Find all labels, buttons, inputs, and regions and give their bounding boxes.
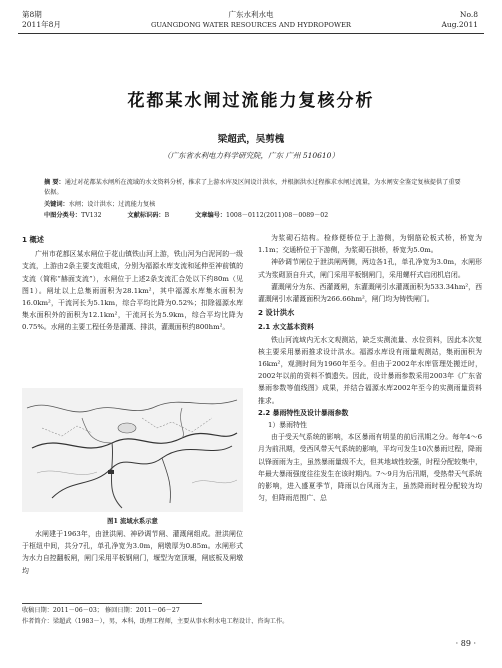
paragraph-hydrology-data: 铁山河流域内无水文观测站，缺乏实测流量、水位资料，因此本次复核主要采用暴雨推求设计洪水。福源水库设有雨量观测站，集雨面积为16km²，观测时间为1960年至今。但由于2002年水库管理处搬迁时，2002年以前的资料不慎遗失。因此，设计暴雨参数采用2003年《广东省暴雨参数等值线图》成果，并结合福源水库2002年至今的实测雨量资料推求。: [258, 335, 482, 405]
abstract-block: [44, 178, 464, 198]
journal-title-en: GUANGDONG WATER RESOURCES AND HYDROPOWER: [150, 21, 352, 29]
article-value: 1008－0112(2011)08－0089－02: [226, 212, 329, 219]
header-right: [441, 10, 478, 30]
section-2-2-heading: 2.2 暴雨特性及设计暴雨参数: [258, 408, 349, 417]
left-column-top: [22, 232, 243, 334]
paragraph-overview: 广州市花都区某水闸位于花山镇铁山河上游，铁山河为白泥河的一级支流，上游由2条主要支流组成，分别为福源水库支流和延伸至神前镇的支流（简称“赫面支流”），水闸位于上述2条支流汇合处以下约80m（见图1）。闸址以上总集雨面积为28.1km²，其中福源水库集水面积为16.0km²，干流河长为5.1km，综合平均比降为0.52%；扣除福源水库集水面积外的面积为12.1km²，干流河长为5.9km，综合平均比降为0.75%。水闸的主要工程任务是灌溉、排洪，灌溉面积约800hm²。: [22, 250, 243, 332]
header-center: [0, 10, 502, 30]
journal-title-cn: 广东水利水电: [228, 10, 274, 19]
paper-affiliation: （广东省水利电力科学研究院，广东 广州 510610）: [163, 151, 339, 160]
doccode-value: B: [164, 212, 170, 219]
clc-value: TV132: [81, 212, 102, 219]
paragraph-sluice-structure: 水闸建于1963年，由泄洪闸、神砂调节闸、灌溉闸组成。泄洪闸位于枢纽中间，共分7孔，单孔净宽为3.0m，闸墩厚为0.85m。水闸形式为水力自控翻板闸，闸门采用平板钢闸门，堰型为宽顶堰，闸底板及闸墩均: [22, 530, 243, 575]
paragraph-regulating-gate: 神砂调节闸位于泄洪闸两侧，两边各1孔，单孔净宽为3.0m，水闸形式为浆砌顶自升式，闸门采用平板钢闸门，采用螺杆式启闭机启闭。: [258, 258, 482, 279]
keywords-label: 关键词：: [44, 201, 69, 208]
watershed-map-svg: [22, 388, 243, 512]
footer-author-info: 作者简介：梁超武（1983－），男，本科，助理工程师，主要从事水利水电工程设计、咨询工作。: [22, 618, 289, 625]
keywords-text: 水闸；设计洪水；过流能力复核: [68, 201, 156, 208]
issue-number: 第8期: [22, 10, 42, 19]
clc-label: 中图分类号：: [44, 212, 82, 219]
footer-rule: [22, 603, 202, 604]
issue-date: 2011年8月: [22, 20, 61, 29]
right-column: [258, 232, 482, 504]
paper-title: 花都某水闸过流能力复核分析: [127, 91, 375, 111]
issue-no-en: No.8: [459, 10, 478, 19]
section-2-heading: 2 设计洪水: [258, 308, 295, 318]
abstract-label: 摘 要：: [44, 179, 65, 186]
section-2-1-heading: 2.1 水文基本资料: [258, 323, 314, 332]
classification-line: [44, 211, 464, 221]
section-2-2-1-heading: 1）暴雨特性: [268, 421, 307, 430]
header-rule: [18, 33, 484, 34]
doccode-label: 文献标识码：: [127, 212, 165, 219]
section-1-heading: 1 概述: [22, 235, 44, 244]
left-column-bottom: [22, 528, 243, 577]
page-number: · 89 ·: [455, 639, 476, 648]
paper-authors: 梁超武，吴剪槐: [217, 134, 285, 145]
figure-1-caption: 图1 流域水系示意: [107, 518, 158, 525]
issue-date-en: Aug.2011: [441, 20, 478, 29]
paragraph-bridges: 为浆砌石结构。检修便桥位于上游侧，为钢筋砼板式桥，桥宽为1.1m；交通桥位于下游侧，为浆砌石拱桥，桥宽为5.0m。: [258, 234, 482, 255]
paragraph-irrigation-gate: 灌溉闸分为东、西灌溉闸，东灌溉闸引水灌溉面积为533.34hm²，西灌溉闸引水灌溉面积为266.66hm²，闸门均为铸铁闸门。: [258, 282, 482, 304]
article-label: 文章编号：: [195, 212, 227, 219]
keywords-line: [44, 200, 464, 210]
footer-received: 收稿日期：2011－06－03； 修回日期：2011－06－27: [22, 607, 180, 614]
paragraph-rainstorm-characteristics: 由于受天气系统的影响，本区暴雨有明显的前后汛期之分。每年4～6月为前汛期，受西风带天气系统的影响，平均可发生10次暴雨过程，降雨以锋面雨为主，虽然暴雨量级不大，但其地域性较强，时程分配较集中，年最大暴雨强度往往发生在该时期内。7～9月为后汛期，受热带天气系统的影响，进入盛夏季节，降雨以台风雨为主，虽然降雨时程分配较为均匀，但降雨范围广、总: [258, 433, 482, 503]
abstract-text: 通过对花都某水闸所在流域的水文资料分析，推求了上游水库及区间设计洪水，并根据洪水过程推求水闸过流量，为水闸安全鉴定复核提供了重要依据。: [44, 179, 461, 196]
watershed-map-figure: [22, 388, 243, 512]
